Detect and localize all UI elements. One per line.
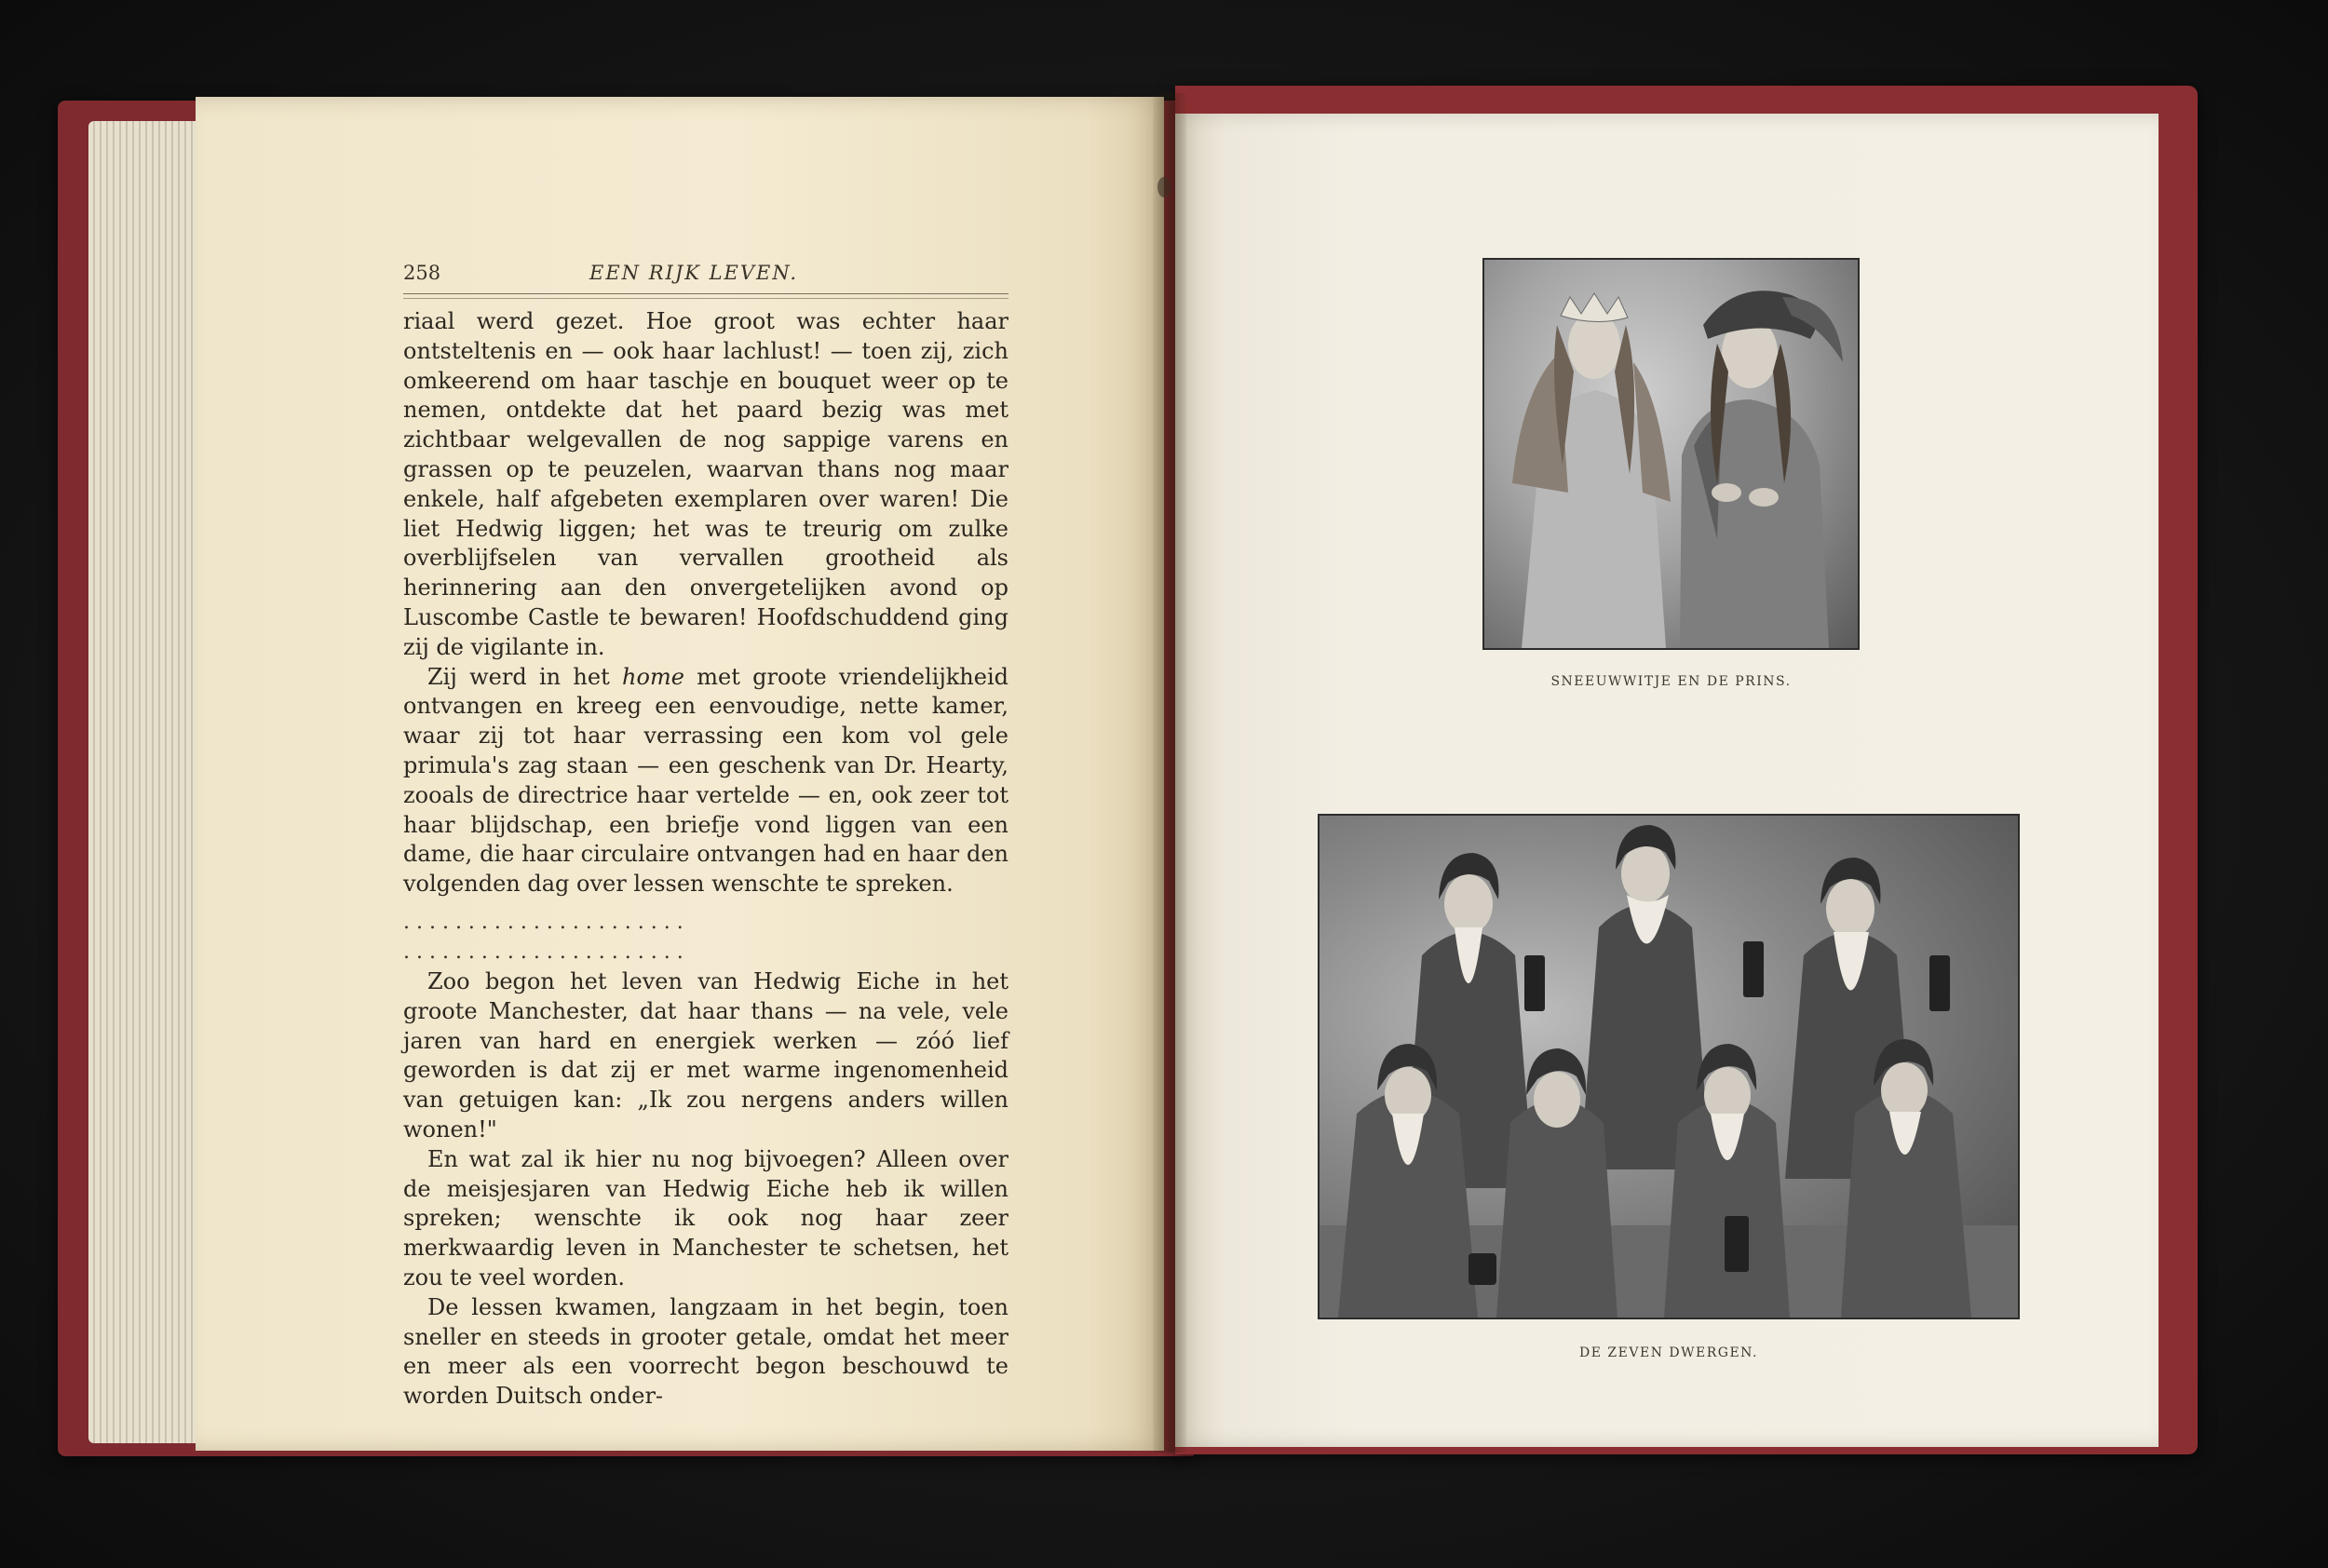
book-gutter: [1153, 93, 1186, 1453]
section-break-dots-2: . . . . . . . . . . . . . . . . . . . . . .: [403, 939, 684, 964]
paragraph-2-start: Zij werd in het: [427, 663, 623, 690]
photo-snow-white-and-prince: [1482, 258, 1860, 650]
running-header: [403, 262, 1008, 293]
paragraph-2: [403, 663, 1008, 899]
paragraph-3: Zoo begon het leven van Hedwig Eiche in het groote Manchester, dat haar thans — na vele, vele jaren van hard en energiek werken — zóó lief geworden is dat zij er met warme ingenomenheid van getuigen kan: „Ik zou nergens anders willen wonen!": [403, 967, 1008, 1142]
running-title: EEN RIJK LEVEN.: [589, 262, 799, 284]
binding-spot: [1157, 177, 1171, 197]
header-rule: [403, 293, 1008, 299]
italic-word: home: [622, 663, 684, 690]
section-break-dots-1: . . . . . . . . . . . . . . . . . . . . . .: [403, 910, 684, 934]
caption-top: SNEEUWWITJE EN DE PRINS.: [1550, 674, 1792, 689]
paragraph-2-end: met groote vriendelijkheid ontvangen en kreeg een eenvoudige, nette kamer, waar zij tot haar verrassing een kom vol gele primula's zag staan — een geschenk van Dr. Hearty, zooals de directrice haar vertelde — en, ook zeer tot haar blijdschap, een briefje vond liggen van een dame, die haar circulaire ontvangen had en haar den volgenden dag over lessen wenschte te spreken.: [403, 663, 1009, 898]
caption-bottom: DE ZEVEN DWERGEN.: [1579, 1345, 1758, 1360]
paragraph-5: De lessen kwamen, langzaam in het begin, toen sneller en steeds in grooter getale, omdat het meer en meer als een voorrecht begon beschouwd te worden Duitsch onder-: [403, 1293, 1008, 1410]
body-text: [403, 307, 1008, 1412]
paragraph-4: En wat zal ik hier nu nog bijvoegen? Alleen over de meisjesjaren van Hedwig Eiche heb ik willen spreken; wenschte ik ook nog haar zeer merkwaardig leven in Manchester te schetsen, het zou te veel worden.: [403, 1145, 1008, 1291]
paragraph-1: riaal werd gezet. Hoe groot was echter haar ontsteltenis en — ook haar lachlust! — toen zij, zich omkeerend om haar taschje en bouquet weer op te nemen, ontdekte dat het paard bezig was met zichtbaar welgevallen de nog sappige varens en grassen op te peuzelen, waarvan thans nog maar enkele, half afgebeten exemplaren over waren! Die liet Hedwig liggen; het was te treurig om zulke overblijfselen van vervallen grootheid als herinnering aan den onvergetelijken avond op Luscombe Castle te bewaren! Hoofdschuddend ging zij de vigilante in.: [403, 308, 1008, 660]
page-block-edges: [88, 121, 210, 1443]
photo-illustration-top: [1484, 260, 1858, 648]
photo-seven-dwarfs: [1318, 814, 2020, 1319]
page-number: 258: [403, 262, 441, 284]
photo-illustration-bottom: [1320, 816, 2018, 1318]
